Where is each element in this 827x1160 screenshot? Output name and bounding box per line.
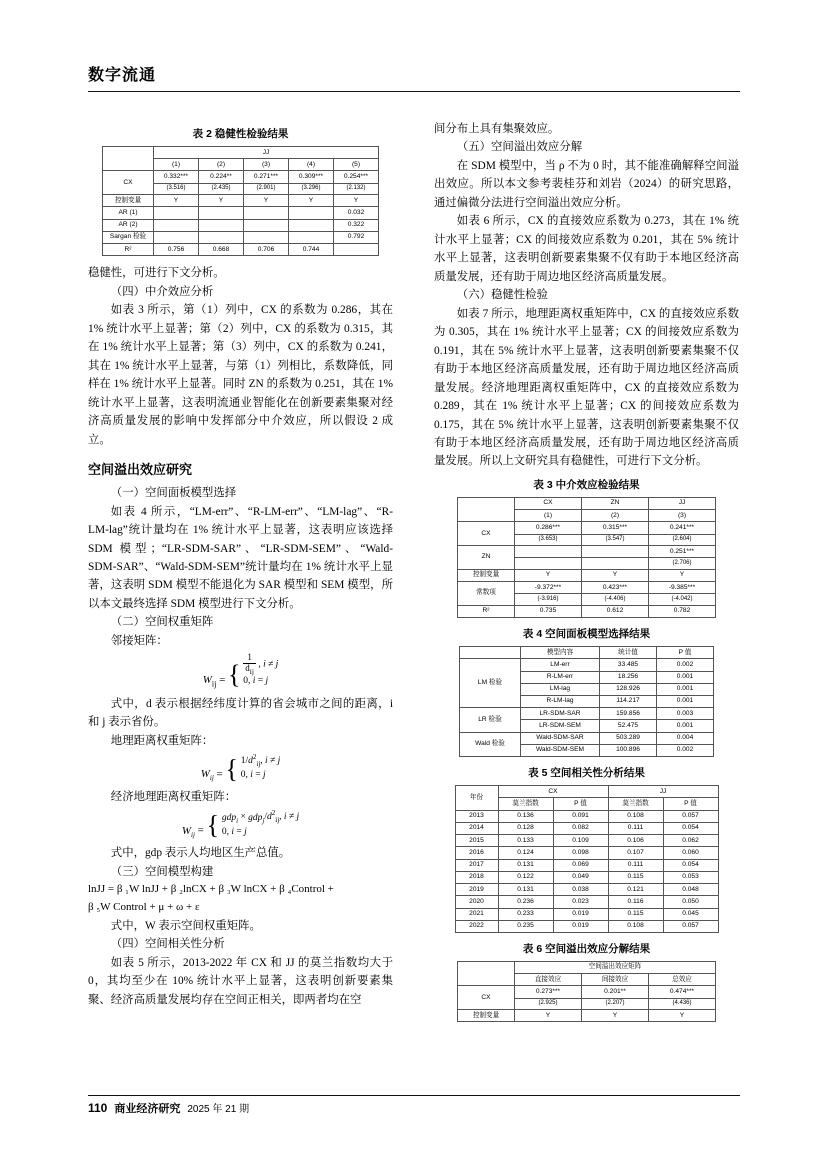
cell: P 值 <box>663 798 718 810</box>
cell: Wald-SDM-SAR <box>521 732 600 744</box>
table-row <box>458 522 716 534</box>
cell: (2.901) <box>244 183 289 195</box>
cell: 0.121 <box>608 884 663 896</box>
cell: 0.106 <box>608 835 663 847</box>
cell: 0.133 <box>498 835 553 847</box>
table2-row-label: Sargan 检验 <box>103 231 154 243</box>
table-row <box>455 847 718 859</box>
cell: LM-err <box>521 659 600 671</box>
cell: (-4.042) <box>649 594 716 606</box>
cell: CX <box>498 786 608 798</box>
table2-row-label: 控制变量 <box>103 195 154 207</box>
cell: 0.254*** <box>334 171 379 183</box>
table2-wrapper <box>88 126 393 256</box>
cell: 0.060 <box>663 847 718 859</box>
cell: 0.116 <box>608 896 663 908</box>
table3-row-label: 常数项 <box>458 582 515 606</box>
cell: LR 检验 <box>460 708 521 732</box>
cell: 0.050 <box>663 896 718 908</box>
cell: (-3.916) <box>515 594 582 606</box>
cell: 0.053 <box>663 871 718 883</box>
cell: 0.233 <box>498 908 553 920</box>
formula-sdm-line1: lnJJ = β ₁W lnJJ + β ₂lnCX + β ₃W lnCX + β ₄Control + <box>88 883 334 896</box>
cell: 0.115 <box>608 908 663 920</box>
page-number: 110 <box>88 1101 108 1115</box>
table6-caption: 表 6 空间溢出效应分解结果 <box>522 942 651 955</box>
cell: 0.054 <box>663 822 718 834</box>
cell <box>289 219 334 231</box>
table-row <box>460 708 714 720</box>
table-row <box>455 908 718 920</box>
cell: 0.332*** <box>154 171 199 183</box>
cell <box>582 546 649 558</box>
footer-divider <box>88 1095 740 1096</box>
cell: 0.003 <box>657 708 714 720</box>
cell: (3.516) <box>154 183 199 195</box>
table-row <box>460 732 714 744</box>
cell: 33.485 <box>600 659 657 671</box>
cell: 2022 <box>455 920 498 932</box>
table-row <box>455 810 718 822</box>
paragraph: 地理距离权重矩阵： <box>110 734 214 747</box>
cell: 2017 <box>455 859 498 871</box>
cell: 0.001 <box>657 720 714 732</box>
cell: (1) <box>515 510 582 522</box>
table-row <box>455 822 718 834</box>
table5 <box>455 785 719 933</box>
cell: R-LM-lag <box>521 695 600 707</box>
paragraph: 如表 5 所示，2013-2022 年 CX 和 JJ 的莫兰指数均大于 0，其均至少在 10% 统计水平上显著，这表明创新要素集聚、经济高质量发展均存在空间正相关，即两者均在空 <box>88 956 393 1006</box>
cell: (4.436) <box>649 998 716 1010</box>
cell: 2014 <box>455 822 498 834</box>
table2-row-label: CX <box>103 171 154 195</box>
cell: 0.001 <box>657 671 714 683</box>
table-row <box>458 1010 716 1022</box>
cell <box>515 546 582 558</box>
table-row <box>458 497 716 509</box>
cell <box>334 244 379 256</box>
cell: 0.023 <box>553 896 608 908</box>
formula-econ-distance-matrix: $W_{ij}$ = { $gdp_i \times gdp_j/d^2_{ij}$, i ≠ j 0, i = j <box>181 809 300 840</box>
subsection-heading: （六）稳健性检验 <box>456 289 548 302</box>
formula-adjacency-matrix: $W_{ij}$ = { $\frac{1}{d_{ij}}$ , i ≠ j 0, i = j <box>202 652 279 690</box>
table3-caption: 表 3 中介效应检验结果 <box>533 478 640 491</box>
cell: 503.289 <box>600 732 657 744</box>
cell: (2) <box>582 510 649 522</box>
cell: 年份 <box>455 786 498 810</box>
cell: 0.706 <box>244 244 289 256</box>
cell: 0.782 <box>649 605 716 617</box>
cell <box>289 207 334 219</box>
cell: 0.131 <box>498 859 553 871</box>
cell: 0.111 <box>608 859 663 871</box>
table-row <box>455 859 718 871</box>
paragraph: 在 SDM 模型中，当 ρ 不为 0 时，其不能准确解释空间溢出效应。所以本文参考裴桂芬和刘岩（2024）的研究思路，通过偏微分法进行空间溢出效应分析。 <box>434 159 739 209</box>
table-row <box>455 786 718 798</box>
table2-col-2: (2) <box>199 159 244 171</box>
cell: LM-lag <box>521 683 600 695</box>
cell: 直接效应 <box>515 974 582 986</box>
cell: 128.926 <box>600 683 657 695</box>
cell: 0.115 <box>608 871 663 883</box>
cell: 间接效应 <box>582 974 649 986</box>
header-divider <box>88 91 740 92</box>
cell: 0.109 <box>553 835 608 847</box>
table-row <box>455 920 718 932</box>
cell: P 值 <box>657 647 714 659</box>
cell: 0.108 <box>608 920 663 932</box>
cell <box>199 219 244 231</box>
cell: (-4.406) <box>582 594 649 606</box>
cell: 100.896 <box>600 744 657 756</box>
table2 <box>102 146 379 256</box>
table3 <box>457 497 716 618</box>
cell: 0.136 <box>498 810 553 822</box>
cell: 总效应 <box>649 974 716 986</box>
cell: (2.132) <box>334 183 379 195</box>
formula-distance-matrix: $W_{ij}$ = { $1/d^2_{ij}$, i ≠ j 0, i = j <box>200 752 281 784</box>
cell: 统计值 <box>600 647 657 659</box>
cell: 2020 <box>455 896 498 908</box>
paragraph: 如表 4 所示，“LM-err”、“R-LM-err”、“LM-lag”、“R-LM-lag”统计量均在 1% 统计水平上显著，这表明应该选择 SDM 模型；“LR-SDM-SAR”、“LR-SDM-SEM”、“Wald-SDM-SAR”、“Wald-SDM-SEM”统计量均在 1% 统计水平上显著，这表明 SDM 模型不能退化为 SAR 模型和 SEM 模型，所以本文最终选择 SDM 模型进行下文分析。 <box>88 505 393 610</box>
cell: Y <box>649 569 716 581</box>
paragraph: 稳健性，可进行下文分析。 <box>88 267 225 280</box>
cell: 0.128 <box>498 822 553 834</box>
cell: 2015 <box>455 835 498 847</box>
table3-row-label: CX <box>458 522 515 546</box>
table-row <box>103 244 379 256</box>
table3-row-label: R² <box>458 605 515 617</box>
cell: Wald 检验 <box>460 732 521 756</box>
cell: (2.706) <box>649 558 716 570</box>
cell <box>515 558 582 570</box>
cell: 0.001 <box>657 683 714 695</box>
cell: 0.108 <box>608 810 663 822</box>
cell: CX <box>515 497 582 509</box>
table-row <box>455 884 718 896</box>
table2-col-5: (5) <box>334 159 379 171</box>
table2-row-label: AR (1) <box>103 207 154 219</box>
cell: (3.653) <box>515 534 582 546</box>
cell: Y <box>154 195 199 207</box>
header-title: 数字流通 <box>88 67 157 84</box>
cell: 0.241*** <box>649 522 716 534</box>
table-row <box>455 896 718 908</box>
cell: 0.235 <box>498 920 553 932</box>
subsection-heading: （四）中介效应分析 <box>110 285 214 298</box>
cell: 0.001 <box>657 695 714 707</box>
cell: 2016 <box>455 847 498 859</box>
cell: (2.207) <box>582 998 649 1010</box>
cell: 莫兰指数 <box>498 798 553 810</box>
paragraph: 间分布上具有集聚效应。 <box>434 123 560 135</box>
cell: Y <box>515 569 582 581</box>
table6-row-label: CX <box>458 986 515 1010</box>
cell: 0.054 <box>663 859 718 871</box>
cell: -9.385*** <box>649 582 716 594</box>
table6-wrapper <box>434 941 739 1022</box>
cell: 0.091 <box>553 810 608 822</box>
cell: Wald-SDM-SEM <box>521 744 600 756</box>
cell: 0.423*** <box>582 582 649 594</box>
cell: 0.756 <box>154 244 199 256</box>
cell: 0.107 <box>608 847 663 859</box>
table-row <box>455 835 718 847</box>
cell: 0.002 <box>657 659 714 671</box>
cell: Y <box>289 195 334 207</box>
cell: JJ <box>649 497 716 509</box>
cell: 0.082 <box>553 822 608 834</box>
cell: 0.004 <box>657 732 714 744</box>
cell: 0.322 <box>334 219 379 231</box>
cell: (3.296) <box>289 183 334 195</box>
cell: Y <box>244 195 289 207</box>
paragraph: 经济地理距离权重矩阵： <box>110 790 237 803</box>
table6-row-label: 控制变量 <box>458 1010 515 1022</box>
cell: 0.038 <box>553 884 608 896</box>
table-row <box>455 871 718 883</box>
cell: 0.122 <box>498 871 553 883</box>
cell: Y <box>649 1010 716 1022</box>
cell: 114.217 <box>600 695 657 707</box>
table-row <box>458 986 716 998</box>
table2-row-label: R² <box>103 244 154 256</box>
cell: ZN <box>582 497 649 509</box>
table4-wrapper <box>434 626 739 757</box>
table2-caption: 表 2 稳健性检验结果 <box>192 128 289 140</box>
subsection-heading: （三）空间模型构建 <box>110 865 214 878</box>
cell: 0.744 <box>289 244 334 256</box>
paragraph: 如表 3 所示，第（1）列中，CX 的系数为 0.286，其在 1% 统计水平上显著；第（2）列中，CX 的系数为 0.315，其在 1% 统计水平上显著；第（3）列中，CX 的系数为 0.241，其在 1% 统计水平上显著，与第（1）列相比，系数降低，同样在 1% 统计水平上显著。同时 ZN 的系数为 0.251，其在 1% 统计水平上显著，这表明流通业智能化在创新要素集聚对经济高质量发展的影响中发挥部分中介效应，所以假设 2 成立。 <box>88 304 393 446</box>
table6-group-header: 空间溢出效应矩阵 <box>515 961 716 973</box>
table3-wrapper <box>434 477 739 618</box>
cell <box>244 207 289 219</box>
table6 <box>457 961 716 1022</box>
cell: 0.002 <box>657 744 714 756</box>
cell: 0.474*** <box>649 986 716 998</box>
cell <box>244 231 289 243</box>
paragraph: 邻接矩阵： <box>110 634 168 647</box>
cell: Y <box>515 1010 582 1022</box>
table3-row-label: ZN <box>458 546 515 570</box>
cell: 0.032 <box>334 207 379 219</box>
cell: Y <box>582 1010 649 1022</box>
page-header <box>88 62 740 92</box>
left-column <box>88 120 393 1009</box>
table-row <box>460 647 714 659</box>
cell: LM 检验 <box>460 659 521 708</box>
cell <box>199 207 244 219</box>
table-row <box>458 605 716 617</box>
table-row <box>460 659 714 671</box>
table5-wrapper <box>434 765 739 933</box>
cell: 模型内容 <box>521 647 600 659</box>
cell: (2.604) <box>649 534 716 546</box>
cell: 2019 <box>455 884 498 896</box>
table2-col-1: (1) <box>154 159 199 171</box>
section-heading: 空间溢出效应研究 <box>88 462 193 478</box>
right-column <box>434 120 739 1030</box>
table2-group-header: JJ <box>154 147 379 159</box>
page-footer <box>88 1095 740 1116</box>
cell: Y <box>582 569 649 581</box>
table-row <box>458 569 716 581</box>
cell: 2021 <box>455 908 498 920</box>
cell: 0.792 <box>334 231 379 243</box>
cell: LR-SDM-SAR <box>521 708 600 720</box>
cell: (3.547) <box>582 534 649 546</box>
paragraph: 式中，d 表示根据经纬度计算的省会城市之间的距离，i 和 j 表示省份。 <box>88 697 393 729</box>
subsection-heading: （二）空间权重矩阵 <box>110 616 214 629</box>
cell: 0.271*** <box>244 171 289 183</box>
cell: -9.372*** <box>515 582 582 594</box>
cell: 159.856 <box>600 708 657 720</box>
cell <box>199 231 244 243</box>
cell: LR-SDM-SEM <box>521 720 600 732</box>
cell: 莫兰指数 <box>608 798 663 810</box>
table2-row-label: AR (2) <box>103 219 154 231</box>
cell: 0.019 <box>553 908 608 920</box>
table-row <box>458 546 716 558</box>
cell: 2018 <box>455 871 498 883</box>
table4 <box>459 646 714 757</box>
cell: 0.124 <box>498 847 553 859</box>
cell: 0.048 <box>663 884 718 896</box>
cell: 0.286*** <box>515 522 582 534</box>
subsection-heading: （一）空间面板模型选择 <box>110 487 237 500</box>
cell: (2.435) <box>199 183 244 195</box>
table-row <box>103 171 379 183</box>
cell <box>154 207 199 219</box>
cell: 0.098 <box>553 847 608 859</box>
cell: 0.062 <box>663 835 718 847</box>
paragraph: 如表 7 所示，地理距离权重矩阵中，CX 的直接效应系数为 0.305，其在 1% 统计水平上显著；CX 的间接效应系数为 0.191，其在 5% 统计水平上显著，这表明创新要素集聚不仅有助于本地区经济高质量发展，还有助于周边地区经济高质量发展。经济地理距离权重矩阵中，CX 的直接效应系数为 0.289，其在 1% 统计水平上显著；CX 的间接效应系数为 0.175，其在 5% 统计水平上显著，这表明创新要素集聚不仅有助于本地区经济高质量发展，还有助于周边地区经济高质量发展。所以上文研究具有稳健性，可进行下文分析。 <box>434 307 739 468</box>
cell: R-LM-err <box>521 671 600 683</box>
table-row <box>103 219 379 231</box>
table-row <box>103 207 379 219</box>
cell: 0.251*** <box>649 546 716 558</box>
cell: 0.612 <box>582 605 649 617</box>
cell <box>154 219 199 231</box>
cell: 0.045 <box>663 908 718 920</box>
cell: 0.131 <box>498 884 553 896</box>
cell: 52.475 <box>600 720 657 732</box>
table3-row-label: 控制变量 <box>458 569 515 581</box>
table-row <box>103 147 379 159</box>
cell: 0.273*** <box>515 986 582 998</box>
formula-sdm-line2: β ₅W Control + μ + ω + ε <box>88 901 200 914</box>
journal-issue: 2025 年 21 期 <box>187 1104 250 1115</box>
table5-caption: 表 5 空间相关性分析结果 <box>528 767 645 780</box>
cell <box>154 231 199 243</box>
subsection-heading: （四）空间相关性分析 <box>110 938 225 951</box>
cell: (2.925) <box>515 998 582 1010</box>
table2-col-3: (3) <box>244 159 289 171</box>
cell: Y <box>199 195 244 207</box>
table-row <box>103 195 379 207</box>
journal-name: 商业经济研究 <box>114 1103 181 1115</box>
table4-caption: 表 4 空间面板模型选择结果 <box>522 628 651 641</box>
cell: 0.019 <box>553 920 608 932</box>
cell: 2013 <box>455 810 498 822</box>
cell: (3) <box>649 510 716 522</box>
cell: 0.309*** <box>289 171 334 183</box>
cell: 0.069 <box>553 859 608 871</box>
cell: 0.315*** <box>582 522 649 534</box>
table2-col-4: (4) <box>289 159 334 171</box>
cell <box>582 558 649 570</box>
paragraph: 如表 6 所示，CX 的直接效应系数为 0.273，其在 1% 统计水平上显著；CX 的间接效应系数为 0.201，其在 5% 统计水平上显著，这表明创新要素集聚不仅有助于本地区经济高质量发展，还有助于周边地区经济高质量发展。 <box>434 215 739 283</box>
cell <box>244 219 289 231</box>
cell: 0.224** <box>199 171 244 183</box>
cell: 0.111 <box>608 822 663 834</box>
cell: Y <box>334 195 379 207</box>
table-row <box>458 961 716 973</box>
cell: 18.256 <box>600 671 657 683</box>
cell: JJ <box>608 786 718 798</box>
cell: 0.057 <box>663 810 718 822</box>
table-row <box>103 231 379 243</box>
table-row <box>458 582 716 594</box>
paragraph: 式中，W 表示空间权重矩阵。 <box>110 920 261 933</box>
cell: 0.236 <box>498 896 553 908</box>
paragraph: 式中，gdp 表示人均地区生产总值。 <box>110 847 291 860</box>
cell: 0.201** <box>582 986 649 998</box>
cell: 0.668 <box>199 244 244 256</box>
cell: 0.049 <box>553 871 608 883</box>
subsection-heading: （五）空间溢出效应分解 <box>456 141 583 154</box>
cell: P 值 <box>553 798 608 810</box>
cell: 0.735 <box>515 605 582 617</box>
cell <box>289 231 334 243</box>
cell: 0.057 <box>663 920 718 932</box>
